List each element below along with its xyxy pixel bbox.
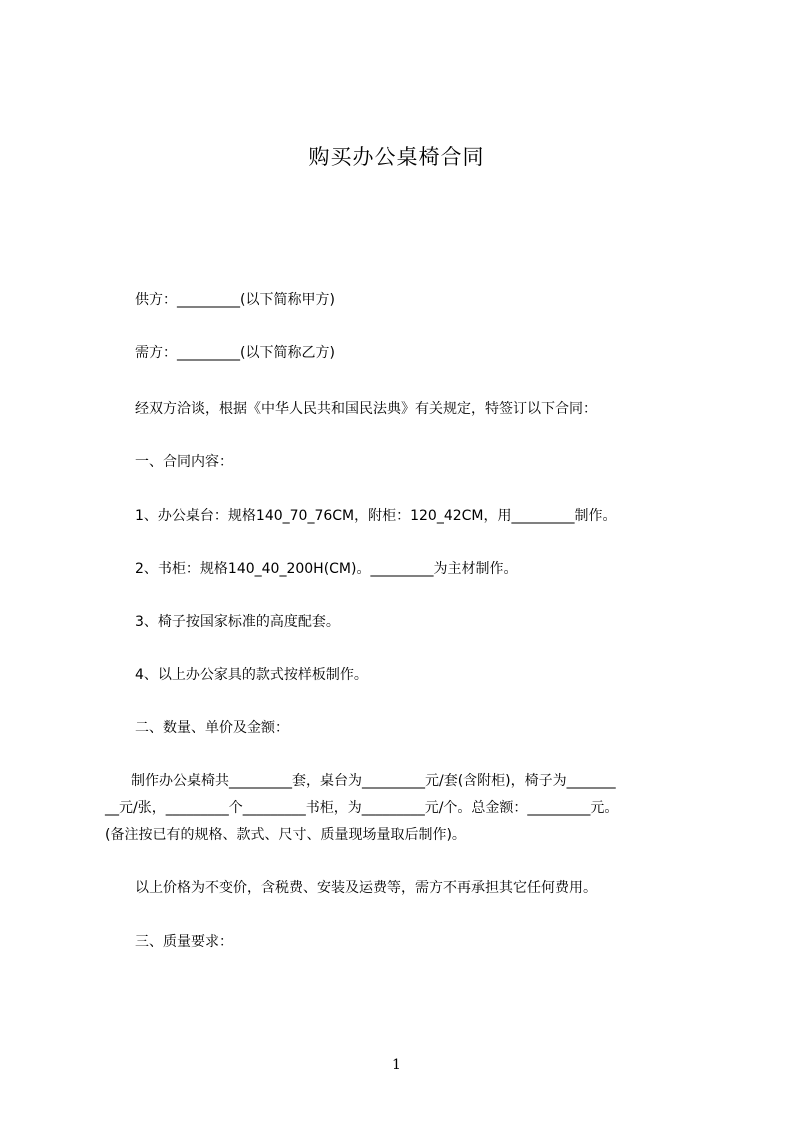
section-1-item-4: 4、以上办公家具的款式按样板制作。 xyxy=(135,667,368,683)
section-1-item-1: 1、办公桌台：规格140_70_76CM，附柜：120_42CM，用_________制作。 xyxy=(135,508,617,524)
section-2-line-3: (备注按已有的规格、款式、尺寸、质量现场量取后制作)。 xyxy=(105,827,466,843)
section-1-item-2: 2、书柜：规格140_40_200H(CM)。_________为主材制作。 xyxy=(135,561,518,577)
section-3-heading: 三、质量要求： xyxy=(135,934,233,950)
section-2-line-1: 制作办公桌椅共_________套，桌台为_________元/套(含附柜)，椅子为_______ xyxy=(131,773,616,789)
page-number: 1 xyxy=(392,1057,401,1073)
price-note: 以上价格为不变价，含税费、安装及运费等，需方不再承担其它任何费用。 xyxy=(135,880,597,896)
section-1-heading: 一、合同内容： xyxy=(135,454,233,470)
section-1-item-3: 3、椅子按国家标准的高度配套。 xyxy=(135,614,340,630)
section-2-heading: 二、数量、单价及金额： xyxy=(135,720,289,736)
buyer-line: 需方：_________(以下简称乙方) xyxy=(135,345,335,361)
supplier-line: 供方：_________(以下简称甲方) xyxy=(135,292,335,308)
section-2-line-2: __元/张，_________个_________书柜，为_________元/个。总金额：_________元。 xyxy=(105,800,619,816)
document-title: 购买办公桌椅合同 xyxy=(308,145,485,169)
intro-paragraph: 经双方洽谈，根据《中华人民共和国民法典》有关规定，特签订以下合同： xyxy=(135,401,597,417)
